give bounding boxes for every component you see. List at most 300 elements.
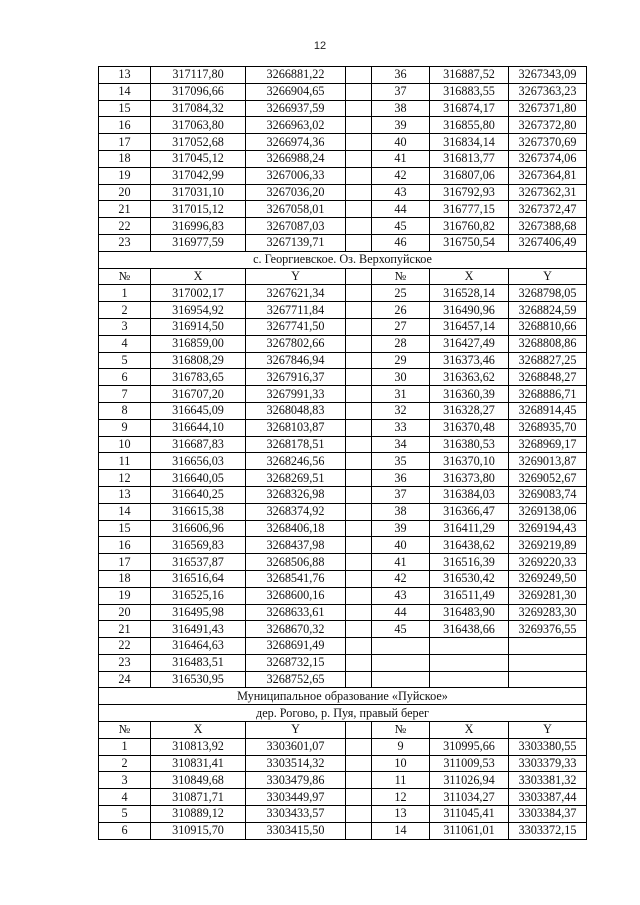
- x-coordinate-cell: 316977,59: [151, 234, 246, 251]
- x-coordinate-cell: 317117,80: [151, 67, 246, 84]
- point-number-cell: 6: [99, 369, 151, 386]
- point-number-cell: 6: [99, 822, 151, 839]
- x-coordinate-cell: 317031,10: [151, 184, 246, 201]
- table-row: [99, 234, 587, 251]
- spacer-cell: [346, 537, 372, 554]
- table-row: [99, 822, 587, 839]
- table-row: [99, 302, 587, 319]
- y-coordinate-cell: 3267363,23: [509, 83, 587, 100]
- x-coordinate-cell: 316373,46: [430, 352, 509, 369]
- point-number-cell: 32: [372, 402, 430, 419]
- x-coordinate-cell: 311009,53: [430, 755, 509, 772]
- x-coordinate-cell: 316606,96: [151, 520, 246, 537]
- y-coordinate-cell: 3268246,56: [246, 453, 346, 470]
- column-header: X: [430, 268, 509, 285]
- x-coordinate-cell: 316457,14: [430, 318, 509, 335]
- point-number-cell: 5: [99, 352, 151, 369]
- column-header-row: [99, 268, 587, 285]
- x-coordinate-cell: 317002,17: [151, 285, 246, 302]
- x-coordinate-cell: 310915,70: [151, 822, 246, 839]
- y-coordinate-cell: 3303433,57: [246, 806, 346, 823]
- point-number-cell: 27: [372, 318, 430, 335]
- y-coordinate-cell: 3303387,44: [509, 789, 587, 806]
- x-coordinate-cell: 317084,32: [151, 100, 246, 117]
- x-coordinate-cell: 316483,51: [151, 654, 246, 671]
- y-coordinate-cell: 3268506,88: [246, 554, 346, 571]
- y-coordinate-cell: 3266881,22: [246, 67, 346, 84]
- y-coordinate-cell: 3266904,65: [246, 83, 346, 100]
- y-coordinate-cell: 3269376,55: [509, 621, 587, 638]
- table-row: [99, 503, 587, 520]
- spacer-cell: [346, 318, 372, 335]
- table-row: [99, 352, 587, 369]
- y-coordinate-cell: 3303384,37: [509, 806, 587, 823]
- point-number-cell: 17: [99, 134, 151, 151]
- point-number-cell: 5: [99, 806, 151, 823]
- table-row: [99, 671, 587, 688]
- y-coordinate-cell: 3266974,36: [246, 134, 346, 151]
- table-row: [99, 386, 587, 403]
- table-row: [99, 419, 587, 436]
- spacer-cell: [346, 150, 372, 167]
- x-coordinate-cell: 310995,66: [430, 738, 509, 755]
- y-coordinate-cell: 3267058,01: [246, 201, 346, 218]
- spacer-cell: [346, 587, 372, 604]
- table-row: [99, 117, 587, 134]
- x-coordinate-cell: 316537,87: [151, 554, 246, 571]
- section-title-row: [99, 705, 587, 722]
- point-number-cell: 4: [99, 335, 151, 352]
- x-coordinate-cell: 316645,09: [151, 402, 246, 419]
- spacer-cell: [346, 638, 372, 655]
- y-coordinate-cell: 3268824,59: [509, 302, 587, 319]
- y-coordinate-cell: 3267846,94: [246, 352, 346, 369]
- spacer-cell: [346, 285, 372, 302]
- point-number-cell: 20: [99, 184, 151, 201]
- x-coordinate-cell: 316707,20: [151, 386, 246, 403]
- spacer-cell: [346, 806, 372, 823]
- y-coordinate-cell: 3268752,65: [246, 671, 346, 688]
- spacer-cell: [346, 167, 372, 184]
- x-coordinate-cell: 316427,49: [430, 335, 509, 352]
- x-coordinate-cell: 316373,80: [430, 470, 509, 487]
- spacer-cell: [346, 570, 372, 587]
- spacer-cell: [346, 654, 372, 671]
- y-coordinate-cell: 3268269,51: [246, 470, 346, 487]
- column-header: X: [151, 268, 246, 285]
- point-number-cell: 19: [99, 587, 151, 604]
- x-coordinate-cell: 311045,41: [430, 806, 509, 823]
- table-row: [99, 755, 587, 772]
- x-coordinate-cell: 316855,80: [430, 117, 509, 134]
- y-coordinate-cell: 3269281,30: [509, 587, 587, 604]
- table-row: [99, 520, 587, 537]
- x-coordinate-cell: 316792,93: [430, 184, 509, 201]
- y-coordinate-cell: 3303381,32: [509, 772, 587, 789]
- x-coordinate-cell: 316516,64: [151, 570, 246, 587]
- y-coordinate-cell: 3267343,09: [509, 67, 587, 84]
- x-coordinate-cell: 316525,16: [151, 587, 246, 604]
- x-coordinate-cell: 311061,01: [430, 822, 509, 839]
- y-coordinate-cell: 3269138,06: [509, 503, 587, 520]
- point-number-cell: 31: [372, 386, 430, 403]
- y-coordinate-cell: 3268670,32: [246, 621, 346, 638]
- y-coordinate-cell: 3268969,17: [509, 436, 587, 453]
- x-coordinate-cell: 317063,80: [151, 117, 246, 134]
- x-coordinate-cell: [430, 638, 509, 655]
- table-row: [99, 150, 587, 167]
- point-number-cell: 44: [372, 604, 430, 621]
- spacer-cell: [346, 722, 372, 739]
- point-number-cell: 11: [99, 453, 151, 470]
- x-coordinate-cell: 316411,29: [430, 520, 509, 537]
- x-coordinate-cell: 316530,95: [151, 671, 246, 688]
- coordinates-table-body: [99, 67, 587, 840]
- spacer-cell: [346, 789, 372, 806]
- x-coordinate-cell: 316328,27: [430, 402, 509, 419]
- y-coordinate-cell: 3269220,33: [509, 554, 587, 571]
- y-coordinate-cell: 3303514,32: [246, 755, 346, 772]
- table-row: [99, 201, 587, 218]
- table-row: [99, 184, 587, 201]
- point-number-cell: 26: [372, 302, 430, 319]
- x-coordinate-cell: 316491,43: [151, 621, 246, 638]
- y-coordinate-cell: 3267388,68: [509, 218, 587, 235]
- x-coordinate-cell: 316777,15: [430, 201, 509, 218]
- y-coordinate-cell: 3267087,03: [246, 218, 346, 235]
- y-coordinate-cell: 3268437,98: [246, 537, 346, 554]
- x-coordinate-cell: 316495,98: [151, 604, 246, 621]
- point-number-cell: 3: [99, 318, 151, 335]
- point-number-cell: 46: [372, 234, 430, 251]
- y-coordinate-cell: 3269052,67: [509, 470, 587, 487]
- y-coordinate-cell: 3267916,37: [246, 369, 346, 386]
- x-coordinate-cell: 316511,49: [430, 587, 509, 604]
- table-row: [99, 100, 587, 117]
- x-coordinate-cell: 316687,83: [151, 436, 246, 453]
- spacer-cell: [346, 554, 372, 571]
- x-coordinate-cell: 317052,68: [151, 134, 246, 151]
- y-coordinate-cell: 3266963,02: [246, 117, 346, 134]
- column-header: Y: [509, 722, 587, 739]
- x-coordinate-cell: 317015,12: [151, 201, 246, 218]
- x-coordinate-cell: 316783,65: [151, 369, 246, 386]
- column-header: №: [99, 268, 151, 285]
- x-coordinate-cell: 316914,50: [151, 318, 246, 335]
- spacer-cell: [346, 738, 372, 755]
- table-row: [99, 738, 587, 755]
- point-number-cell: 10: [99, 436, 151, 453]
- point-number-cell: 16: [99, 537, 151, 554]
- y-coordinate-cell: 3268600,16: [246, 587, 346, 604]
- point-number-cell: 34: [372, 436, 430, 453]
- point-number-cell: 10: [372, 755, 430, 772]
- point-number-cell: 18: [99, 150, 151, 167]
- table-row: [99, 772, 587, 789]
- x-coordinate-cell: 316370,10: [430, 453, 509, 470]
- point-number-cell: 41: [372, 150, 430, 167]
- y-coordinate-cell: 3303415,50: [246, 822, 346, 839]
- page-number: 12: [313, 40, 327, 52]
- point-number-cell: 40: [372, 134, 430, 151]
- point-number-cell: 42: [372, 570, 430, 587]
- table-row: [99, 806, 587, 823]
- spacer-cell: [346, 184, 372, 201]
- point-number-cell: 23: [99, 234, 151, 251]
- y-coordinate-cell: 3267741,50: [246, 318, 346, 335]
- spacer-cell: [346, 335, 372, 352]
- table-row: [99, 537, 587, 554]
- x-coordinate-cell: 316656,03: [151, 453, 246, 470]
- point-number-cell: 36: [372, 67, 430, 84]
- point-number-cell: 45: [372, 218, 430, 235]
- point-number-cell: 39: [372, 520, 430, 537]
- y-coordinate-cell: 3267362,31: [509, 184, 587, 201]
- x-coordinate-cell: 316490,96: [430, 302, 509, 319]
- section-title: с. Георгиевское. Оз. Верхопуйское: [99, 251, 587, 268]
- table-row: [99, 453, 587, 470]
- point-number-cell: 33: [372, 419, 430, 436]
- x-coordinate-cell: 310831,41: [151, 755, 246, 772]
- y-coordinate-cell: 3268541,76: [246, 570, 346, 587]
- table-row: [99, 167, 587, 184]
- point-number-cell: 44: [372, 201, 430, 218]
- table-row: [99, 335, 587, 352]
- point-number-cell: 12: [372, 789, 430, 806]
- spacer-cell: [346, 302, 372, 319]
- point-number-cell: 2: [99, 755, 151, 772]
- x-coordinate-cell: 316808,29: [151, 352, 246, 369]
- x-coordinate-cell: 317042,99: [151, 167, 246, 184]
- column-header: Y: [246, 268, 346, 285]
- y-coordinate-cell: 3303601,07: [246, 738, 346, 755]
- point-number-cell: 3: [99, 772, 151, 789]
- table-row: [99, 570, 587, 587]
- x-coordinate-cell: 316640,25: [151, 486, 246, 503]
- y-coordinate-cell: 3266937,59: [246, 100, 346, 117]
- x-coordinate-cell: 316569,83: [151, 537, 246, 554]
- y-coordinate-cell: 3267139,71: [246, 234, 346, 251]
- spacer-cell: [346, 386, 372, 403]
- x-coordinate-cell: 316760,82: [430, 218, 509, 235]
- column-header: X: [151, 722, 246, 739]
- x-coordinate-cell: 316464,63: [151, 638, 246, 655]
- x-coordinate-cell: 310849,68: [151, 772, 246, 789]
- x-coordinate-cell: 310871,71: [151, 789, 246, 806]
- spacer-cell: [346, 117, 372, 134]
- x-coordinate-cell: 316528,14: [430, 285, 509, 302]
- spacer-cell: [346, 520, 372, 537]
- table-row: [99, 486, 587, 503]
- y-coordinate-cell: 3267036,20: [246, 184, 346, 201]
- point-number-cell: 35: [372, 453, 430, 470]
- spacer-cell: [346, 67, 372, 84]
- point-number-cell: 22: [99, 218, 151, 235]
- point-number-cell: 38: [372, 503, 430, 520]
- section-title: Муниципальное образование «Пуйское»: [99, 688, 587, 705]
- y-coordinate-cell: 3268810,66: [509, 318, 587, 335]
- spacer-cell: [346, 369, 372, 386]
- point-number-cell: 13: [99, 486, 151, 503]
- table-row: [99, 470, 587, 487]
- y-coordinate-cell: 3268732,15: [246, 654, 346, 671]
- x-coordinate-cell: 310889,12: [151, 806, 246, 823]
- table-row: [99, 638, 587, 655]
- column-header: №: [372, 268, 430, 285]
- y-coordinate-cell: 3269013,87: [509, 453, 587, 470]
- y-coordinate-cell: 3269219,89: [509, 537, 587, 554]
- spacer-cell: [346, 201, 372, 218]
- section-title: дер. Рогово, р. Пуя, правый берег: [99, 705, 587, 722]
- point-number-cell: 30: [372, 369, 430, 386]
- y-coordinate-cell: 3268691,49: [246, 638, 346, 655]
- point-number-cell: 9: [99, 419, 151, 436]
- x-coordinate-cell: 316954,92: [151, 302, 246, 319]
- y-coordinate-cell: 3303380,55: [509, 738, 587, 755]
- x-coordinate-cell: 316363,62: [430, 369, 509, 386]
- y-coordinate-cell: 3268848,27: [509, 369, 587, 386]
- column-header: Y: [246, 722, 346, 739]
- point-number-cell: [372, 638, 430, 655]
- y-coordinate-cell: [509, 654, 587, 671]
- x-coordinate-cell: 317096,66: [151, 83, 246, 100]
- y-coordinate-cell: 3267370,69: [509, 134, 587, 151]
- coordinates-table: [98, 66, 587, 840]
- spacer-cell: [346, 83, 372, 100]
- x-coordinate-cell: 316640,05: [151, 470, 246, 487]
- point-number-cell: 41: [372, 554, 430, 571]
- table-row: [99, 318, 587, 335]
- spacer-cell: [346, 234, 372, 251]
- y-coordinate-cell: 3267372,47: [509, 201, 587, 218]
- x-coordinate-cell: 316380,53: [430, 436, 509, 453]
- y-coordinate-cell: 3269194,43: [509, 520, 587, 537]
- y-coordinate-cell: 3268374,92: [246, 503, 346, 520]
- y-coordinate-cell: [509, 638, 587, 655]
- y-coordinate-cell: 3269249,50: [509, 570, 587, 587]
- x-coordinate-cell: [430, 671, 509, 688]
- x-coordinate-cell: 316366,47: [430, 503, 509, 520]
- point-number-cell: 11: [372, 772, 430, 789]
- spacer-cell: [346, 402, 372, 419]
- x-coordinate-cell: 317045,12: [151, 150, 246, 167]
- spacer-cell: [346, 772, 372, 789]
- x-coordinate-cell: 316516,39: [430, 554, 509, 571]
- y-coordinate-cell: 3267406,49: [509, 234, 587, 251]
- table-row: [99, 604, 587, 621]
- point-number-cell: 14: [99, 83, 151, 100]
- point-number-cell: 21: [99, 201, 151, 218]
- table-row: [99, 134, 587, 151]
- x-coordinate-cell: 316615,38: [151, 503, 246, 520]
- y-coordinate-cell: 3267802,66: [246, 335, 346, 352]
- point-number-cell: 21: [99, 621, 151, 638]
- y-coordinate-cell: 3269083,74: [509, 486, 587, 503]
- y-coordinate-cell: 3268935,70: [509, 419, 587, 436]
- point-number-cell: 13: [99, 67, 151, 84]
- point-number-cell: 18: [99, 570, 151, 587]
- y-coordinate-cell: 3269283,30: [509, 604, 587, 621]
- point-number-cell: 13: [372, 806, 430, 823]
- table-row: [99, 621, 587, 638]
- point-number-cell: 15: [99, 100, 151, 117]
- y-coordinate-cell: 3268808,86: [509, 335, 587, 352]
- table-row: [99, 369, 587, 386]
- y-coordinate-cell: 3268326,98: [246, 486, 346, 503]
- point-number-cell: 45: [372, 621, 430, 638]
- y-coordinate-cell: 3268886,71: [509, 386, 587, 403]
- spacer-cell: [346, 822, 372, 839]
- point-number-cell: 17: [99, 554, 151, 571]
- y-coordinate-cell: 3267371,80: [509, 100, 587, 117]
- y-coordinate-cell: 3268827,25: [509, 352, 587, 369]
- x-coordinate-cell: 316438,66: [430, 621, 509, 638]
- point-number-cell: 2: [99, 302, 151, 319]
- y-coordinate-cell: 3268798,05: [509, 285, 587, 302]
- y-coordinate-cell: 3267711,84: [246, 302, 346, 319]
- spacer-cell: [346, 486, 372, 503]
- y-coordinate-cell: 3268406,18: [246, 520, 346, 537]
- x-coordinate-cell: 316360,39: [430, 386, 509, 403]
- x-coordinate-cell: 316370,48: [430, 419, 509, 436]
- column-header: X: [430, 722, 509, 739]
- y-coordinate-cell: 3267374,06: [509, 150, 587, 167]
- table-row: [99, 654, 587, 671]
- table-row: [99, 789, 587, 806]
- spacer-cell: [346, 436, 372, 453]
- point-number-cell: 12: [99, 470, 151, 487]
- point-number-cell: 8: [99, 402, 151, 419]
- spacer-cell: [346, 419, 372, 436]
- point-number-cell: 36: [372, 470, 430, 487]
- y-coordinate-cell: 3268048,83: [246, 402, 346, 419]
- spacer-cell: [346, 671, 372, 688]
- section-title-row: [99, 688, 587, 705]
- y-coordinate-cell: 3268178,51: [246, 436, 346, 453]
- point-number-cell: 14: [99, 503, 151, 520]
- table-row: [99, 67, 587, 84]
- x-coordinate-cell: 316883,55: [430, 83, 509, 100]
- x-coordinate-cell: 310813,92: [151, 738, 246, 755]
- point-number-cell: 1: [99, 285, 151, 302]
- spacer-cell: [346, 604, 372, 621]
- point-number-cell: 19: [99, 167, 151, 184]
- spacer-cell: [346, 134, 372, 151]
- point-number-cell: 20: [99, 604, 151, 621]
- y-coordinate-cell: 3267364,81: [509, 167, 587, 184]
- point-number-cell: 37: [372, 486, 430, 503]
- point-number-cell: 23: [99, 654, 151, 671]
- table-row: [99, 554, 587, 571]
- spacer-cell: [346, 100, 372, 117]
- point-number-cell: 4: [99, 789, 151, 806]
- point-number-cell: 1: [99, 738, 151, 755]
- point-number-cell: 38: [372, 100, 430, 117]
- y-coordinate-cell: 3267006,33: [246, 167, 346, 184]
- x-coordinate-cell: 316483,90: [430, 604, 509, 621]
- y-coordinate-cell: 3303449,97: [246, 789, 346, 806]
- spacer-cell: [346, 268, 372, 285]
- column-header-row: [99, 722, 587, 739]
- x-coordinate-cell: 316859,00: [151, 335, 246, 352]
- x-coordinate-cell: 316530,42: [430, 570, 509, 587]
- x-coordinate-cell: 316750,54: [430, 234, 509, 251]
- x-coordinate-cell: 311034,27: [430, 789, 509, 806]
- table-row: [99, 436, 587, 453]
- y-coordinate-cell: [509, 671, 587, 688]
- point-number-cell: 28: [372, 335, 430, 352]
- column-header: Y: [509, 268, 587, 285]
